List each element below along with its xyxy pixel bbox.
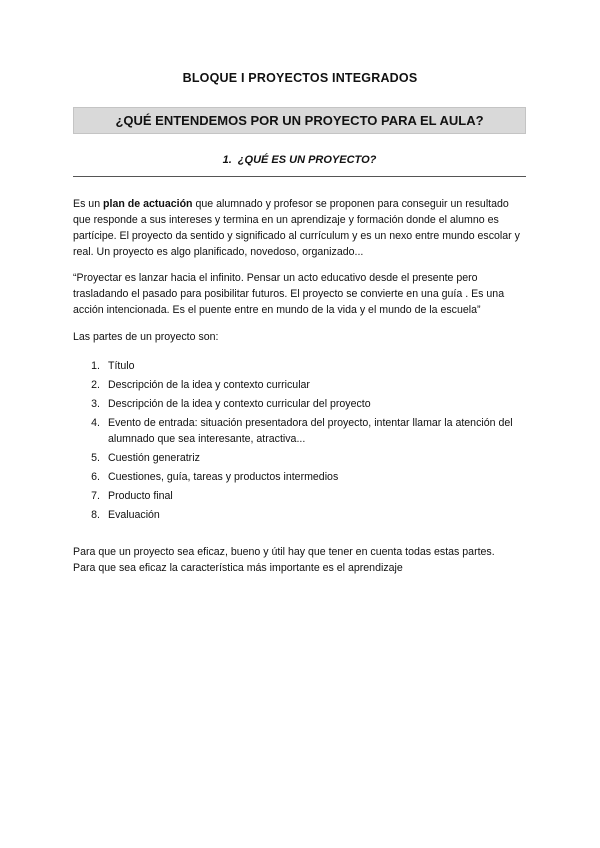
list-item-number: 4.: [91, 417, 100, 429]
list-item: [73, 358, 528, 374]
conclusion-paragraph: [73, 544, 528, 576]
list-item: [73, 415, 528, 447]
conclusion-line-2: Para que sea eficaz la característica más importante es el aprendizaje: [73, 562, 403, 574]
list-item-text: Evento de entrada: situación presentadora del proyecto, intentar llamar la atención del alumnado que sea interesante, atractiva...: [108, 417, 513, 445]
heading-divider: [73, 176, 526, 177]
list-item-number: 8.: [91, 509, 100, 521]
subsection-heading: [73, 154, 526, 166]
parts-intro-text: Las partes de un proyecto son:: [73, 331, 219, 343]
list-item-text: Evaluación: [108, 509, 160, 521]
list-item: [73, 488, 528, 504]
quote-paragraph: [73, 270, 528, 318]
section-title: ¿QUÉ ENTENDEMOS POR UN PROYECTO PARA EL AULA?: [115, 113, 484, 128]
intro-rest: que alumnado y profesor se proponen para conseguir un resultado que responde a sus intereses y termina en un aprendizaje y formación donde el alumno es partícipe. El proyecto da sentido y significado al currículum y es un nexo entre mundo escolar y real. Un proyecto es algo planificado, novedoso, organizado...: [73, 198, 520, 258]
list-item-number: 7.: [91, 490, 100, 502]
list-item-number: 5.: [91, 452, 100, 464]
list-item-text: Descripción de la idea y contexto curricular del proyecto: [108, 398, 371, 410]
list-item: [73, 377, 528, 393]
list-item-number: 6.: [91, 471, 100, 483]
list-item-text: Título: [108, 360, 135, 372]
parts-intro: [73, 329, 528, 345]
subsection-title: ¿QUÉ ES UN PROYECTO?: [237, 154, 377, 166]
intro-bold-term: plan de actuación: [103, 198, 193, 210]
list-item-text: Producto final: [108, 490, 173, 502]
list-item-text: Descripción de la idea y contexto curricular: [108, 379, 310, 391]
document-title: BLOQUE I PROYECTOS INTEGRADOS: [182, 71, 418, 85]
conclusion-line-1: Para que un proyecto sea eficaz, bueno y útil hay que tener en cuenta todas estas partes.: [73, 546, 495, 558]
list-item: [73, 469, 528, 485]
list-item-text: Cuestiones, guía, tareas y productos intermedios: [108, 471, 339, 483]
intro-paragraph: [73, 196, 528, 260]
parts-list: [73, 358, 528, 526]
list-item-number: 3.: [91, 398, 100, 410]
list-item-number: 1.: [91, 360, 100, 372]
list-item-text: Cuestión generatriz: [108, 452, 200, 464]
subsection-number: 1.: [222, 154, 232, 166]
intro-lead: Es un: [73, 198, 104, 210]
list-item: [73, 396, 528, 412]
list-item-number: 2.: [91, 379, 100, 391]
section-title-box: [73, 107, 526, 134]
list-item: [73, 450, 528, 466]
quote-text: “Proyectar es lanzar hacia el infinito. Pensar un acto educativo desde el presente pero trasladando el pasado para posibilitar futuros. El proyecto se convierte en una guía . Es una acción intencionada. Es el puente entre en mundo de la vida y el mundo de la escuela”: [73, 272, 505, 316]
list-item: [73, 507, 528, 523]
